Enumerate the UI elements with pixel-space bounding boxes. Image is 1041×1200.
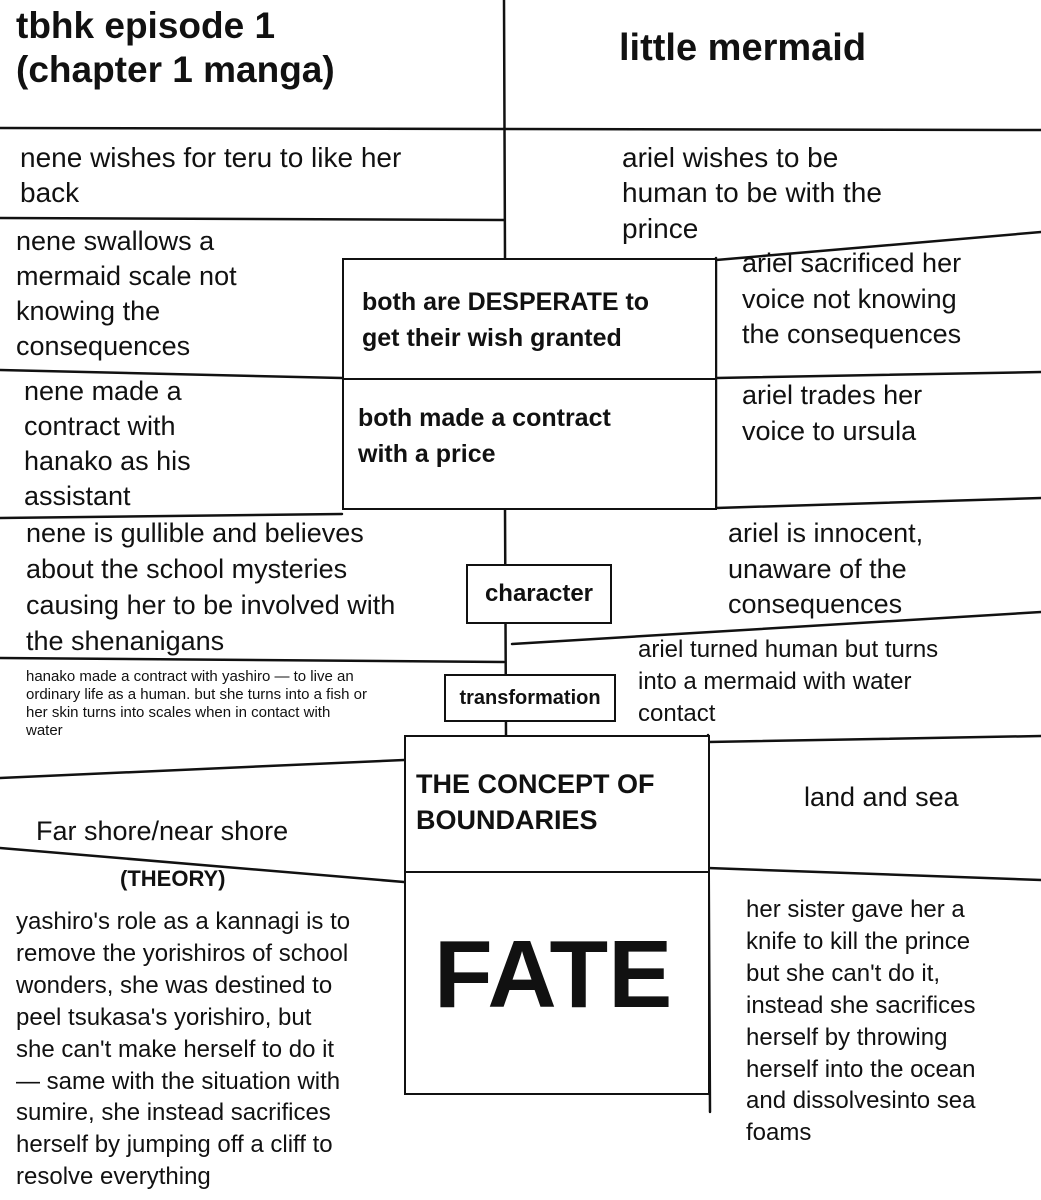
center-transformation-box — [444, 674, 616, 722]
center-fate-text: FATE — [434, 921, 673, 1028]
center-boundaries-text: THE CONCEPT OF BOUNDARIES — [416, 769, 655, 835]
left-gullible-text: nene is gullible and believes about the school mysteries causing her to be involved with the shenanigans — [26, 518, 396, 656]
left-theory-label: (THEORY) — [120, 866, 226, 891]
left-wish-text: nene wishes for teru to like her back — [20, 142, 402, 208]
right-trade-text: ariel trades her voice to ursula — [742, 380, 923, 446]
right-fate-text: her sister gave her a knife to kill the prince but she can't do it, instead she sacrifices herself by throwing herself into the ocean and dissolvesinto sea foams — [746, 896, 976, 1147]
left-contract-text: nene made a contract with hanako as his assistant — [24, 376, 191, 512]
center-boundaries-box — [404, 735, 710, 1095]
left-divider-1 — [0, 218, 504, 220]
right-divider-5 — [708, 736, 1041, 742]
center-box-divider — [344, 378, 715, 380]
center-transformation-label: transformation — [459, 686, 601, 709]
header-divider — [0, 128, 1041, 130]
left-divider-5 — [0, 760, 404, 778]
center-contract-price-text: both made a contract with a price — [358, 404, 611, 469]
right-wish-text: ariel wishes to be human to be with the prince — [622, 142, 882, 244]
header-right-title: little mermaid — [619, 27, 867, 69]
right-transformation-text: ariel turned human but turns into a mermaid with water contact — [638, 636, 939, 727]
right-land-sea-text: land and sea — [804, 782, 959, 812]
right-voice-text: ariel sacrificed her voice not knowing the consequences — [742, 248, 962, 350]
left-scale-text: nene swallows a mermaid scale not knowing the consequences — [16, 226, 237, 362]
header-left-title: tbhk episode 1 (chapter 1 manga) — [16, 5, 335, 91]
left-transformation-text: hanako made a contract with yashiro — to live an ordinary life as a human. but she turns into a fish or her skin turns into scales when in contact with water — [26, 668, 368, 739]
center-contract-box — [342, 258, 717, 510]
center-desperate-text: both are DESPERATE to get their wish granted — [362, 288, 650, 353]
center-character-box — [466, 564, 612, 624]
left-shore-text: Far shore/near shore — [36, 816, 289, 846]
center-boundaries-divider — [406, 871, 708, 873]
right-divider-3 — [716, 498, 1041, 508]
right-innocent-text: ariel is innocent, unaware of the consequences — [728, 518, 924, 620]
left-fate-text: yashiro's role as a kannagi is to remove the yorishiros of school wonders, she was destined to peel tsukasa's yorishiro, but she can't make herself to do it — same with the situation with sumire, she instead sacrifices herself by jumping off a cliff to resolve everything — [16, 908, 351, 1191]
center-character-label: character — [484, 580, 594, 607]
right-divider-6 — [708, 868, 1041, 880]
